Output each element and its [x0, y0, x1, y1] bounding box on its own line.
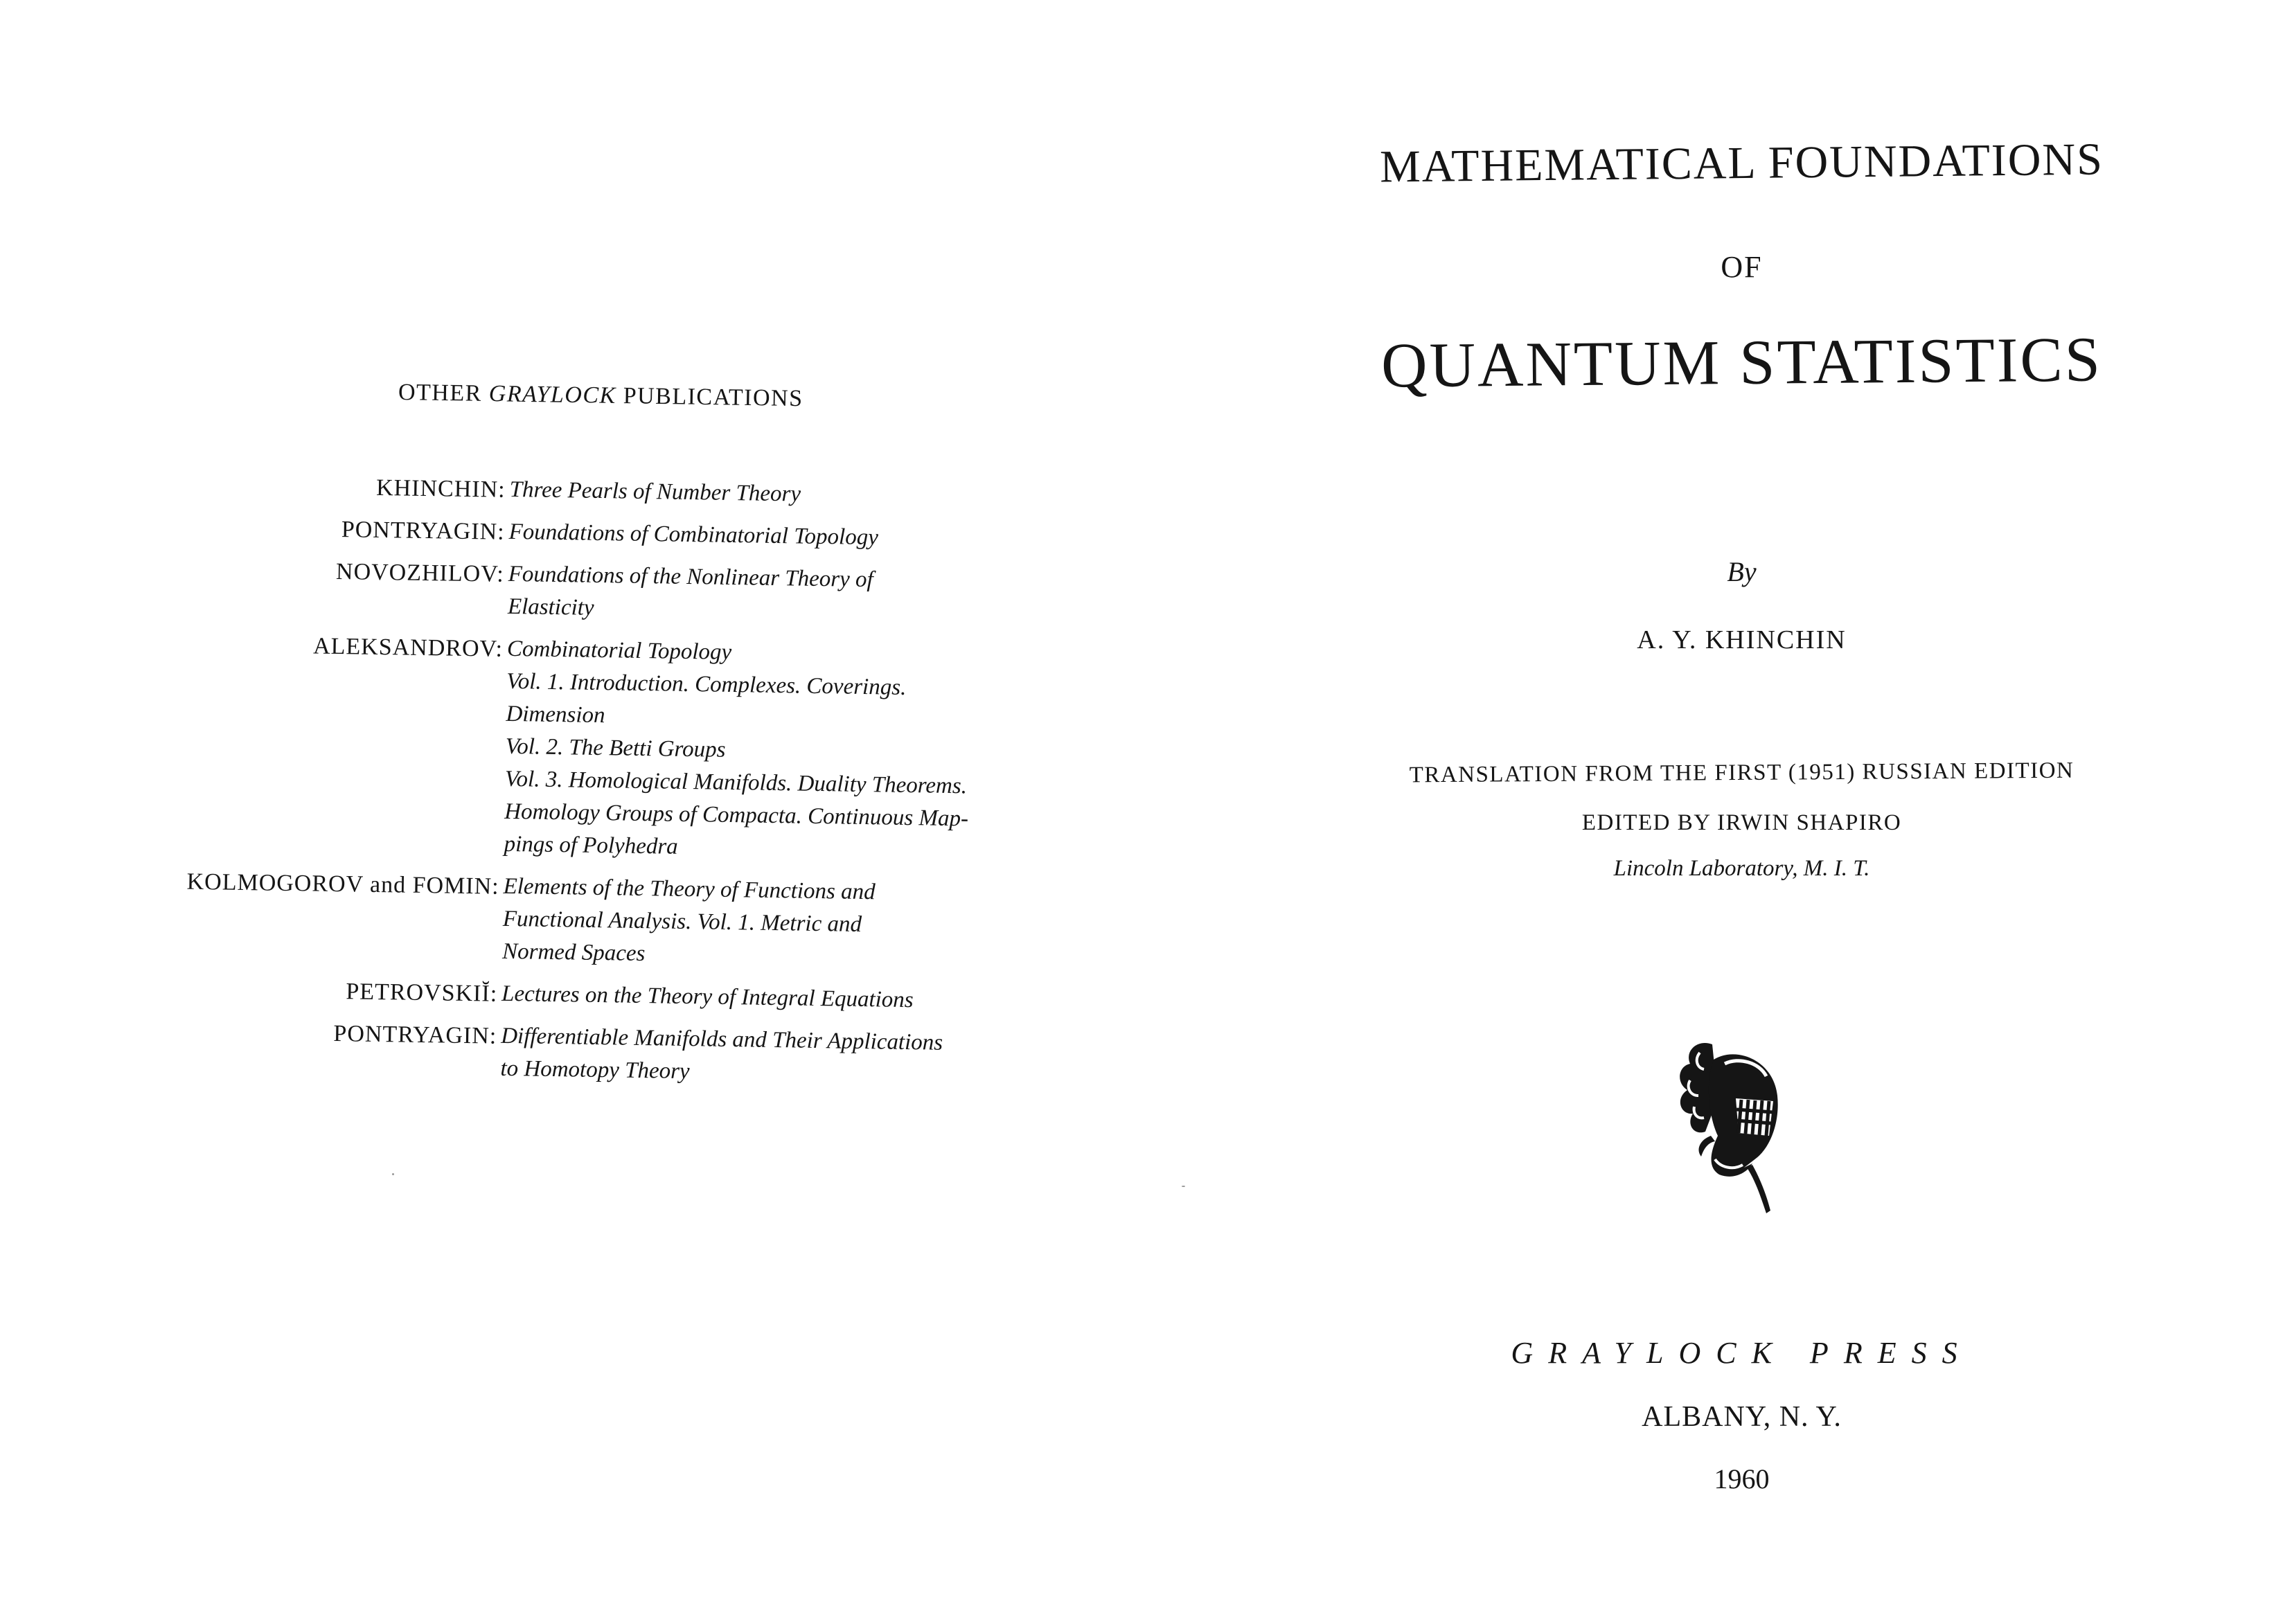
scan-speck [1182, 1186, 1185, 1187]
publication-author: KOLMOGOROV and FOMIN: [186, 868, 499, 900]
scan-speck [392, 1173, 394, 1175]
volume-line: Homology Groups of Compacta. Continuous Map- [504, 798, 969, 832]
right-page [1191, 0, 2292, 1624]
title-line: Combinatorial Topology [506, 636, 732, 665]
title-line: Normed Spaces [501, 938, 646, 967]
editor-affiliation: Lincoln Laboratory, M. I. T. [1613, 856, 1870, 881]
publication-entry [0, 550, 1190, 634]
knight-helmet-icon [1669, 1032, 1794, 1219]
publication-list [0, 465, 1191, 1105]
volume-line: pings of Polyhedra [504, 831, 679, 859]
publication-author: PONTRYAGIN: [341, 517, 505, 545]
publication-title [502, 871, 1099, 977]
title-line: Differentiable Manifolds and Their Applications [500, 1023, 943, 1055]
volume-line: Vol. 2. The Betti Groups [505, 733, 726, 762]
publication-title [508, 558, 1104, 632]
translation-note: TRANSLATION FROM THE FIRST (1951) RUSSIAN EDITION [1409, 758, 2075, 788]
publication-author: PETROVSKIĬ: [346, 979, 498, 1007]
publication-title [508, 516, 1105, 558]
title-line: Elasticity [507, 594, 594, 621]
publication-entry [0, 465, 1191, 517]
publisher-city: ALBANY, N. Y. [1642, 1401, 1842, 1433]
publication-author: PONTRYAGIN: [333, 1021, 497, 1049]
publication-title [500, 1020, 1096, 1094]
publication-title [501, 978, 1098, 1020]
heading-prefix: OTHER [398, 380, 483, 407]
editor-note: EDITED BY IRWIN SHAPIRO [1581, 810, 1902, 835]
title-line: Lectures on the Theory of Integral Equations [501, 981, 914, 1013]
publication-entry [0, 625, 1189, 871]
title-line: Foundations of the Nonlinear Theory of [508, 561, 874, 593]
title-line: Three Pearls of Number Theory [509, 476, 801, 507]
publication-entry [0, 1012, 1182, 1096]
publication-entry [0, 970, 1183, 1021]
title-line: to Homotopy Theory [500, 1055, 690, 1085]
by-label: By [1727, 556, 1757, 587]
book-title-of: OF [1721, 250, 1763, 284]
volume-line: Vol. 1. Introduction. Complexes. Coverings. [506, 668, 907, 700]
heading-publisher: GRAYLOCK [488, 381, 617, 409]
publication-author: ALEKSANDROV: [312, 633, 504, 662]
publisher-name: GRAYLOCK PRESS [1511, 1336, 1973, 1370]
publication-author: NOVOZHILOV: [335, 559, 505, 587]
volume-line: Vol. 3. Homological Manifolds. Duality Theorems. [504, 766, 968, 799]
heading-suffix: PUBLICATIONS [623, 383, 803, 412]
book-title-line-2: QUANTUM STATISTICS [1380, 323, 2103, 401]
book-title-line-1: MATHEMATICAL FOUNDATIONS [1379, 134, 2104, 193]
title-line: Foundations of Combinatorial Topology [508, 519, 879, 551]
other-publications-heading [398, 380, 803, 412]
volume-line: Dimension [506, 701, 605, 729]
author-name: A. Y. KHINCHIN [1637, 625, 1847, 654]
publication-title [509, 474, 1105, 516]
publication-author: KHINCHIN: [375, 474, 506, 503]
publication-entry [0, 862, 1185, 979]
title-line: Functional Analysis. Vol. 1. Metric and [502, 906, 862, 937]
title-line: Elements of the Theory of Functions and [503, 873, 876, 905]
publication-title [504, 633, 1103, 870]
publication-year: 1960 [1714, 1463, 1770, 1494]
publication-entry [0, 508, 1191, 559]
